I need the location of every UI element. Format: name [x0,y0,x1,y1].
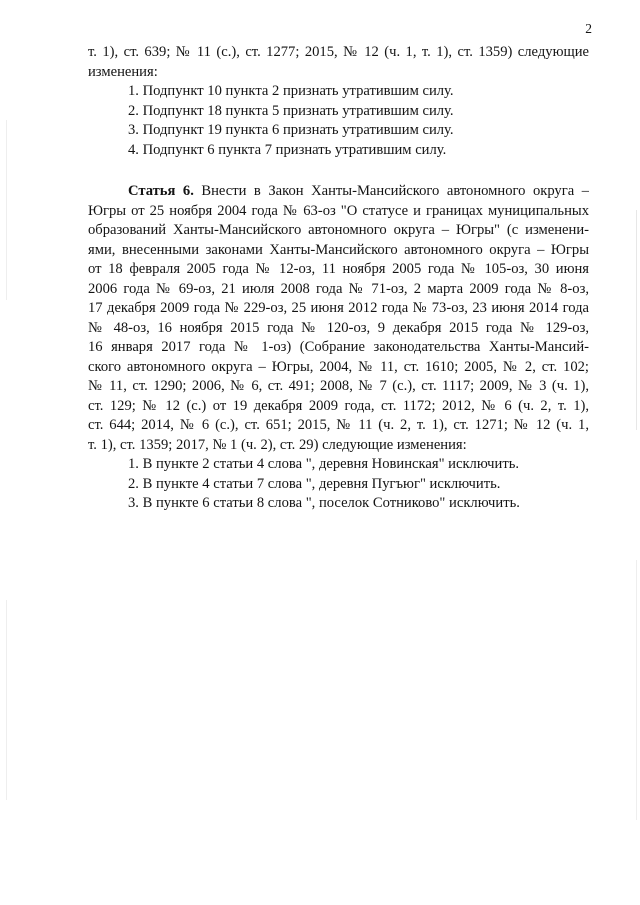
list-item: 2. В пункте 4 статьи 7 слова ", деревня Пугъюг" исключить. [128,475,501,492]
article-line: 2006 года № 69-оз, 21 июля 2008 года № 71-оз, 2 марта 2009 года № 8-оз, [88,280,589,297]
scan-artifact [636,210,637,430]
article-6-paragraph [88,182,589,455]
article-line: 16 января 2017 года № 1-оз) (Собрание законодательства Ханты-Мансий- [88,339,589,355]
list-item: 3. В пункте 6 статьи 8 слова ", поселок Сотниково" исключить. [128,495,520,511]
article-line: ст. 644; 2014, № 6 (с.), ст. 651; 2015, № 11 (ч. 2, т. 1), ст. 1271; № 12 (ч. 1, [88,417,589,433]
article-line: № 11, ст. 1290; 2006, № 6, ст. 491; 2008, № 7 (с.), ст. 1117; 2009, № 3 (ч. 1), [88,378,589,394]
list-item: 2. Подпункт 18 пункта 5 признать утратившим силу. [128,102,454,119]
intro-line: изменения: [88,63,158,80]
list-item: 1. Подпункт 10 пункта 2 признать утратившим силу. [128,83,454,99]
article-line: ского автономного округа – Югры, 2004, № 11, ст. 1610; 2005, № 2, ст. 102; [88,358,589,375]
article-line: Югры от 25 ноября 2004 года № 63-оз "О статусе и границах муниципальных [88,202,589,219]
list-item: 3. Подпункт 19 пункта 6 признать утратившим силу. [128,122,454,138]
page-number: 2 [585,21,592,36]
list-item: 1. В пункте 2 статьи 4 слова ", деревня Новинская" исключить. [128,456,520,472]
scan-artifact [6,600,7,800]
intro-paragraph [88,43,589,82]
article-6-first-line [88,182,589,202]
scan-artifact [6,120,7,300]
article-line: от 18 февраля 2005 года № 12-оз, 11 ноября 2005 года № 105-оз, 30 июня [88,261,589,277]
article-line: 17 декабря 2009 года № 229-оз, 25 июня 2012 года № 73-оз, 23 июня 2014 года [88,300,589,316]
article-6-first-line-text: Внести в Закон Ханты-Мансийского автономного округа – [193,183,589,199]
article-line: образований Ханты-Мансийского автономного округа – Югры" (с изменени- [88,222,589,238]
intro-line: т. 1), ст. 639; № 11 (с.), ст. 1277; 2015, № 12 (ч. 1, т. 1), ст. 1359) следующие [88,44,589,60]
article-line: т. 1), ст. 1359; 2017, № 1 (ч. 2), ст. 29) следующие изменения: [88,436,467,453]
scan-artifact [636,560,637,820]
intro-items-list [88,82,589,160]
article-6-items-list [88,455,589,514]
article-line: ст. 129; № 12 (с.) от 19 декабря 2009 года, ст. 1172; 2012, № 6 (ч. 2, т. 1), [88,397,589,414]
article-line: № 48-оз, 16 ноября 2015 года № 120-оз, 9 декабря 2015 года № 129-оз, [88,319,589,336]
article-heading: Статья 6. [128,183,194,199]
list-item: 4. Подпункт 6 пункта 7 признать утратившим силу. [128,141,447,158]
article-line: ями, внесенными законами Ханты-Мансийского автономного округа – Югры [88,241,589,258]
document-body [88,43,589,514]
paragraph-spacer [88,160,589,182]
